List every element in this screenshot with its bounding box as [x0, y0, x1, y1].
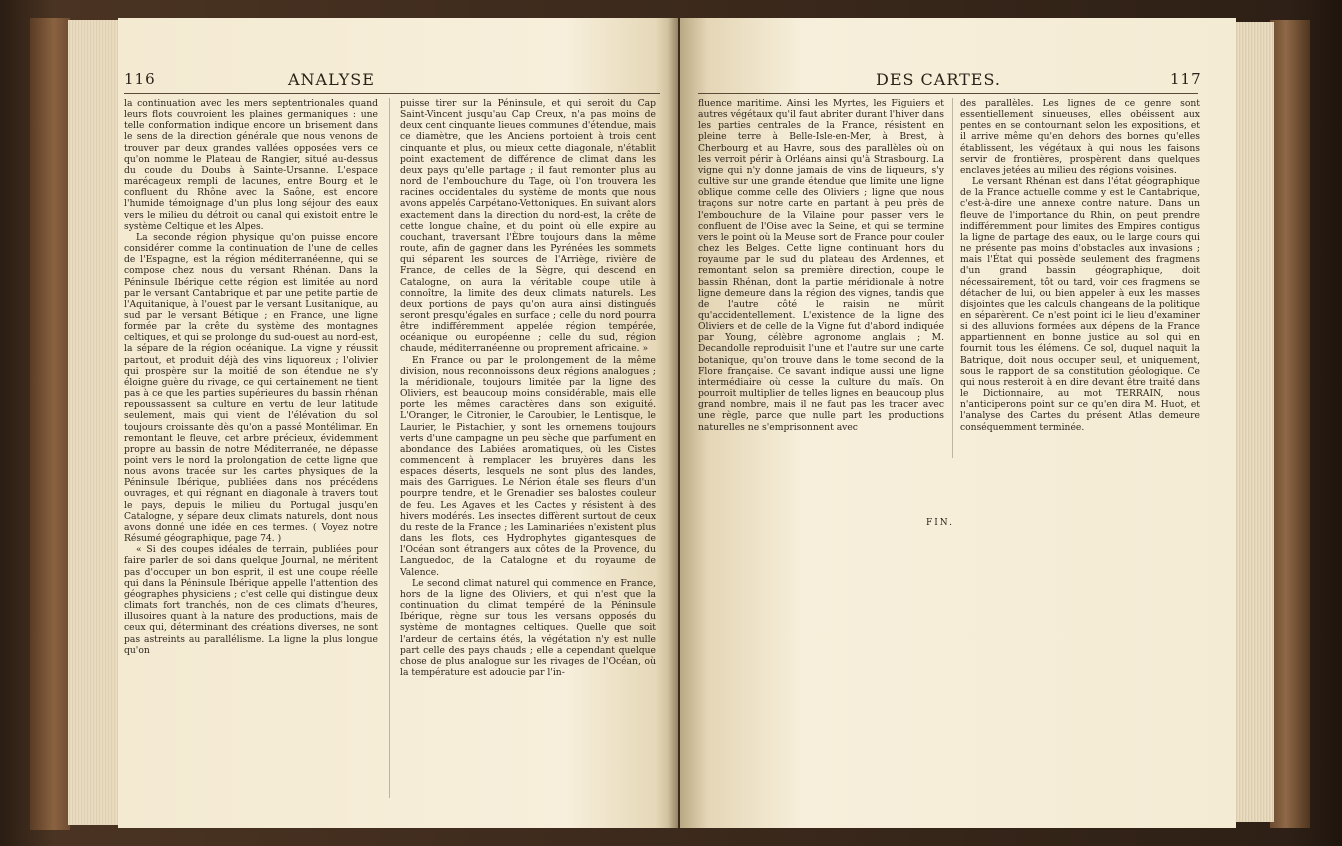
right-page-column-1 — [698, 98, 944, 458]
column-separator — [389, 98, 390, 798]
left-page-edges — [68, 20, 123, 825]
running-head-right: DES CARTES. — [876, 70, 1001, 89]
left-page-column-2 — [400, 98, 656, 808]
page-number-left: 116 — [124, 70, 156, 88]
paragraph: la continuation avec les mers septentrionales quand leurs flots couvroient les plaines germaniques : une telle conformation indique encore un brisement dans le sens de la direction générale que nous venons de trouver par deux grandes vallées opposées vers ce qu'on nomme le Plateau de Rangier, situé au-dessus du coude du Doubs à Sainte-Ursanne. L'espace marécageux rempli de lacunes, entre Bourg et le confluent du Rhône avec la Saône, est encore l'humide témoignage d'un plus long séjour des eaux vers le milieu du détroit ou canal qui existoit entre le système Celtique et les Alpes. — [124, 98, 378, 232]
end-mark: FIN. — [926, 518, 954, 528]
paragraph: des parallèles. Les lignes de ce genre sont essentiellement sinueuses, elles obéissent aux pentes en se contournant selon les expositions, et il arrive même qu'en dehors des bornes qu'elles établissent, les végétaux à qui nous les faisons servir de frontières, prospèrent dans quelques enclaves jetées au milieu des régions voisines. — [960, 98, 1200, 176]
left-page — [118, 18, 678, 828]
paragraph: fluence maritime. Ainsi les Myrtes, les Figuiers et autres végétaux qu'il faut abriter durant l'hiver dans les parties centrales de la France, résistent en pleine terre à Belle-Isle-en-Mer, à Brest, à Cherbourg et au Havre, sous des parallèles où on les verroit périr à Orléans ainsi qu'à Strasbourg. La vigne qui n'y donne jamais de vins de liqueurs, s'y cultive sur une grande étendue que limite une ligne oblique comme celle des Oliviers ; ligne que nous traçons sur notre carte en partant à peu près de l'embouchure de la Vilaine pour passer vers le confluent de l'Oise avec la Seine, et qui se termine vers le point où la Meuse sort de France pour couler chez les Belges. Cette ligne continuant hors du royaume par le sud du plateau des Ardennes, et remontant selon sa première direction, coupe le bassin Rhénan, dont la partie méridionale à notre ligne demeure dans la région des vignes, tandis que de l'autre côté le raisin ne mûrit qu'accidentellement. L'existence de la ligne des Oliviers et de celle de la Vigne fut d'abord indiquée par Young, célèbre agronome anglais ; M. Decandolle reproduisit l'une et l'autre sur une carte botanique, qu'on trouve dans le tome second de la Flore française. Ce savant indique aussi une ligne intermédiaire où cesse la culture du maïs. On pourroit multiplier de telles lignes en beaucoup plus grand nombre, mais il ne faut pas les tracer avec une règle, parce que nulle part les productions naturelles ne s'emprisonnent avec — [698, 98, 944, 433]
right-page-edges — [1232, 22, 1274, 822]
paragraph: Le second climat naturel qui commence en France, hors de la ligne des Oliviers, et qui n'est que la continuation du climat tempéré de la Péninsule Ibérique, règne sur tous les versans opposés du système de montagnes celtiques. Quelle que soit l'ardeur de certains étés, la végétation n'y est nulle part celle des pays chauds ; elle a cependant quelque chose de plus analogue sur les rivages de l'Océan, où la température est adoucie par l'in- — [400, 577, 656, 678]
paragraph: La seconde région physique qu'on puisse encore considérer comme la continuation de l'une de celles de l'Espagne, est la région méditerranéenne, qui se compose chez nous du versant Rhénan. Dans la Péninsule Ibérique cette région est limitée au nord par le versant Cantabrique et par une petite partie de l'Aquitanique, à l'ouest par le versant Lusitanique, au sud par le versant Bétique ; en France, une ligne formée par la crête du système des montagnes celtiques, et qui se prolonge du sud-ouest au nord-est, la sépare de la région océanique. La vigne y réussit partout, et produit déjà des vins liquoreux ; l'olivier qui prospère sur la moitié de son étendue ne s'y éloigne guère du rivage, ce qui certainement ne tient pas à ce que les parties supérieures du bassin rhénan repoussassent sa culture en vertu de leur latitude seulement, mais qui vient de l'élévation du sol toujours croissante dès qu'on a passé Montélimar. En remontant le fleuve, cet arbre précieux, évidemment propre au bassin de notre Méditerranée, ne dépasse point vers le nord la prolongation de cette ligne que nous avons tracée sur les cartes physiques de la Péninsule Ibérique, publiées dans nos précédens ouvrages, et qui régnant en diagonale à travers tout le pays, depuis le milieu du Portugal jusqu'en Catalogne, y sépare deux climats naturels, dont nous avons donné une idée en ces termes. ( Voyez notre Résumé géographique, page 74. ) — [124, 231, 378, 545]
right-page-column-2 — [960, 98, 1200, 458]
running-head-left: ANALYSE — [288, 70, 375, 89]
header-rule-right — [698, 93, 1198, 94]
paragraph: En France ou par le prolongement de la même division, nous reconnoissons deux régions analogues ; la méridionale, toujours limitée par la ligne des Oliviers, est beaucoup moins considérable, mais elle porte les mêmes caractères dans son exiguité. L'Oranger, le Citronier, le Caroubier, le Lentisque, le Laurier, le Pistachier, y sont les ornemens toujours verts d'une campagne un peu sèche que parfument en abondance des Labiées aromatiques, où les Cistes commencent à remplacer les bruyères dans les espaces déserts, lesquels ne sont plus des landes, mais des Garrigues. Le Nérion étale ses fleurs d'un pourpre tendre, et le Grenadier ses balostes couleur de feu. Les Agaves et les Cactes y résistent à des hivers modérés. Les insectes diffèrent surtout de ceux du reste de la France ; les Laminariées n'existent plus dans les flots, ces Hydrophytes gigantesques de l'Océan sont étrangers aux côtes de la Provence, du Languedoc, de la Catalogne et du royaume de Valence. — [400, 354, 656, 578]
paragraph: « Si des coupes idéales de terrain, publiées pour faire parler de soi dans quelque Journal, ne méritent pas d'occuper un bon esprit, il est une coupe réelle qui dans la Péninsule Ibérique appelle l'attention des géographes physiciens ; c'est celle qui distingue deux climats fort tranchés, non de ces climats d'heures, illusoires quant à la nature des productions, mais de ceux qui, déterminant des créations diverses, ne sont pas astreints au parallélisme. La ligne la plus longue qu'on — [124, 544, 378, 656]
left-cover — [30, 18, 70, 830]
left-page-column-1 — [124, 98, 378, 808]
right-cover — [1270, 20, 1310, 828]
right-page — [680, 18, 1236, 828]
paragraph: puisse tirer sur la Péninsule, et qui seroit du Cap Saint-Vincent jusqu'au Cap Creux, n'a pas moins de deux cent cinquante lieues communes d'étendue, mais ce diamètre, que les Anciens portoient à trois cent cinquante et plus, ou mieux cette diagonale, n'établit point exactement de différence de climat dans les deux pays qu'elle partage ; il faut remonter plus au nord de l'embouchure du Tage, où l'on trouvera les racines occidentales du système de monts que nous avons appelés Carpétano-Vettoniques. En suivant alors exactement dans la direction du nord-est, la crête de cette longue chaîne, et du point où elle expire au couchant, traversant l'Èbre toujours dans la même route, afin de gagner dans les Pyrénées les sommets qui séparent les sources de l'Arriège, rivière de France, de celles de la Sègre, qui descend en Catalogne, on aura la véritable coupe utile à connoître, la limite des deux climats naturels. Les deux portions de pays qu'on aura ainsi distingués seront presqu'égales en surface ; celle du nord pourra être indifféremment appelée région tempérée, océanique ou européenne ; celle du sud, région chaude, méditerranéenne ou proprement africaine. » — [400, 98, 656, 355]
header-rule-left — [124, 93, 660, 94]
page-number-right: 117 — [1170, 70, 1202, 88]
column-separator — [952, 98, 953, 458]
paragraph: Le versant Rhénan est dans l'état géographique de la France actuelle comme y est le Cantabrique, c'est-à-dire une annexe contre nature. Dans un fleuve de l'importance du Rhin, on peut prendre indifféremment pour limites des Empires contigus la ligne de partage des eaux, ou le large cours qui ne présente pas moins d'obstacles aux invasions ; mais l'État qui possède seulement des fragmens d'un grand bassin géographique, doit nécessairement, tôt ou tard, voir ces fragmens se détacher de lui, ou bien appeler à eux les masses disjointes que les calculs changeans de la politique en séparèrent. Ce n'est point ici le lieu d'examiner si des alluvions formées aux dépens de la France appartiennent en bonne justice au sol qui en fournit tous les élémens. Ce sol, duquel naquit la Batrique, doit nous occuper seul, et uniquement, sous le rapport de sa constitution géologique. Ce qui nous resteroit à en dire devant être traité dans le Dictionnaire, au mot TERRAIN, nous n'anticiperons point sur ce qu'en dira M. Huot, et l'analyse des Cartes du présent Atlas demeure conséquemment terminée. — [960, 176, 1200, 433]
